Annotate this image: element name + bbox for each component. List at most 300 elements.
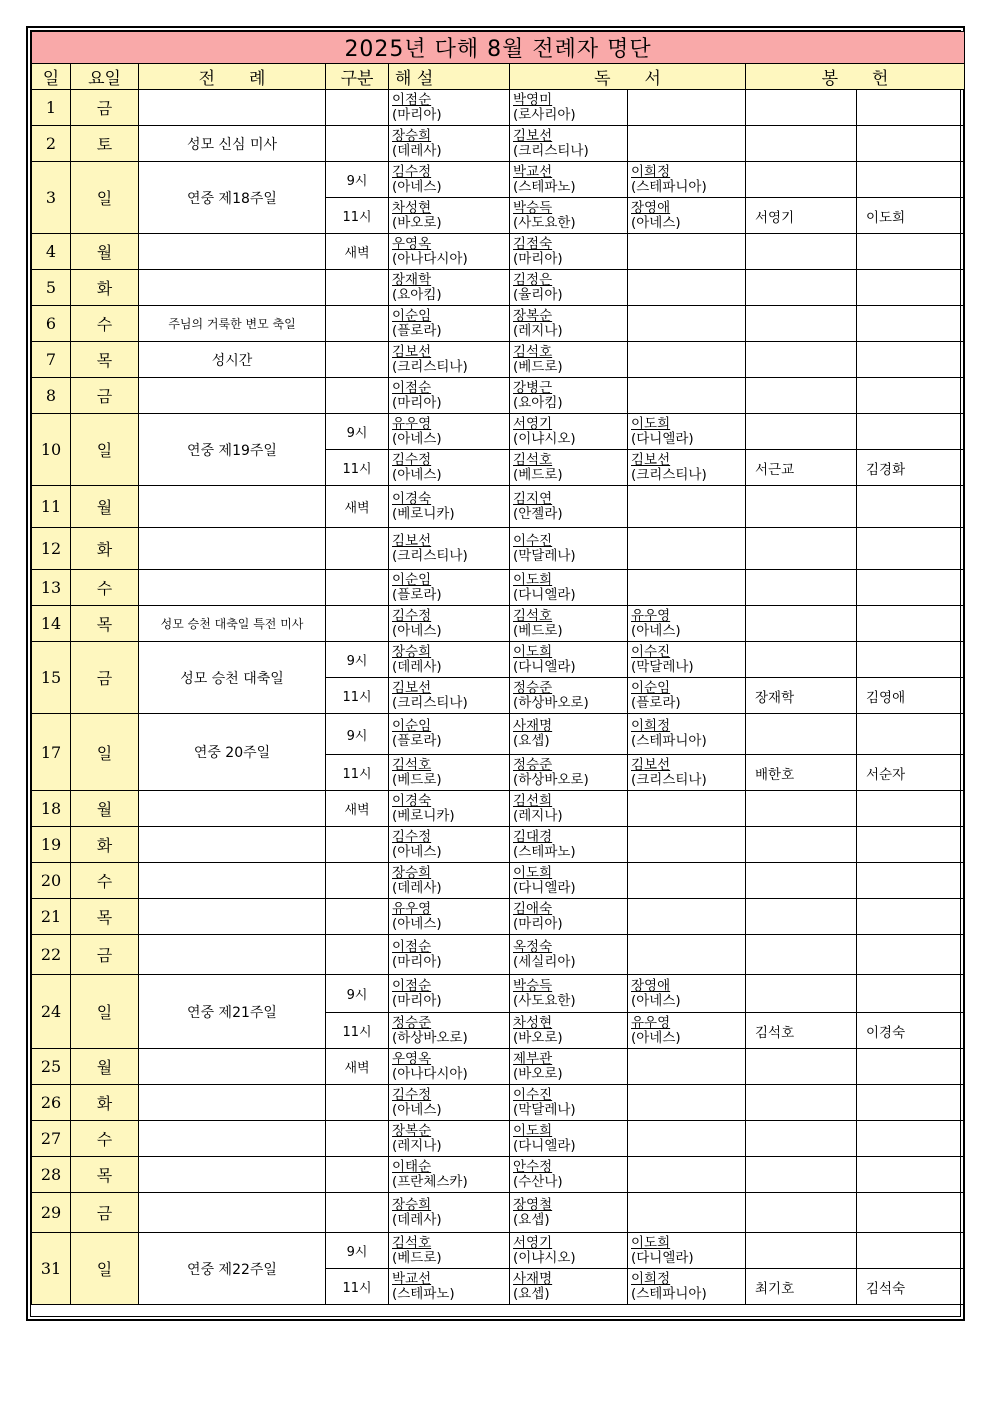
offering-2: 이경숙 (857, 1013, 965, 1049)
person-name: 서영기 (513, 415, 553, 432)
person-name: 박교선 (392, 1270, 432, 1287)
mass-division: 새벽 (326, 486, 389, 528)
reader-1 (510, 1193, 628, 1233)
reader-2 (628, 714, 746, 755)
liturgy-name: 연중 제22주일 (139, 1233, 326, 1305)
person-name: 김보선 (631, 451, 671, 468)
offering-1 (746, 1121, 857, 1157)
reader-1 (510, 975, 628, 1013)
schedule-row (32, 528, 965, 570)
person-name: 김선희 (513, 792, 553, 809)
baptismal-name: (요셉) (513, 733, 550, 749)
weekday: 금 (71, 90, 139, 126)
weekday: 화 (71, 528, 139, 570)
offering-1 (746, 270, 857, 306)
person-name: 이수진 (631, 643, 671, 660)
offering-1 (746, 342, 857, 378)
liturgy-name (139, 1121, 326, 1157)
person-name: 장승희 (392, 643, 432, 660)
header-division: 구분 (326, 64, 389, 90)
baptismal-name: (바오로) (392, 214, 442, 231)
reader-1 (510, 1233, 628, 1269)
schedule-row (32, 378, 965, 414)
person-name: 차성현 (513, 1014, 553, 1031)
schedule-row (32, 827, 965, 863)
baptismal-name: (다니엘라) (513, 658, 576, 675)
reader-2 (628, 342, 746, 378)
person-name: 박승득 (513, 199, 553, 216)
schedule-row (32, 899, 965, 935)
reader-2 (628, 234, 746, 270)
baptismal-name: (다니엘라) (631, 1249, 694, 1266)
person-name: 김수정 (392, 451, 432, 468)
baptismal-name: (크리스티나) (392, 547, 468, 564)
reader-1 (510, 606, 628, 642)
page-title: 2025년 다해 8월 전례자 명단 (32, 32, 965, 64)
baptismal-name: (율리아) (513, 286, 563, 303)
day-number: 10 (32, 414, 71, 486)
reader-2 (628, 126, 746, 162)
liturgy-name (139, 486, 326, 528)
person-name: 이점순 (392, 938, 432, 955)
mass-division (326, 378, 389, 414)
reader-1 (510, 126, 628, 162)
baptismal-name: (스테파니아) (631, 733, 707, 749)
commentator (389, 126, 510, 162)
person-name: 장승희 (392, 864, 432, 881)
mass-division: 9시 (326, 975, 389, 1013)
schedule-row (32, 234, 965, 270)
commentator (389, 791, 510, 827)
offering-1 (746, 1049, 857, 1085)
baptismal-name: (다니엘라) (513, 586, 576, 603)
offering-2 (857, 1193, 965, 1233)
baptismal-name: (바오로) (513, 1065, 563, 1082)
offering-2 (857, 486, 965, 528)
reader-1 (510, 198, 628, 234)
commentator (389, 90, 510, 126)
day-number: 15 (32, 642, 71, 714)
weekday: 토 (71, 126, 139, 162)
liturgy-name (139, 90, 326, 126)
person-name: 사재명 (513, 1270, 553, 1287)
offering-1 (746, 975, 857, 1013)
liturgy-name (139, 863, 326, 899)
baptismal-name: (다니엘라) (631, 430, 694, 447)
offering-1 (746, 642, 857, 678)
reader-2 (628, 1269, 746, 1305)
person-name: 이희정 (631, 718, 671, 734)
header-offering: 봉 헌 (746, 64, 965, 90)
day-number: 14 (32, 606, 71, 642)
person-name: 차성현 (392, 199, 432, 216)
reader-2 (628, 1233, 746, 1269)
commentator (389, 570, 510, 606)
reader-1 (510, 863, 628, 899)
commentator (389, 1085, 510, 1121)
baptismal-name: (프란체스카) (392, 1173, 468, 1190)
person-name: 김석호 (513, 343, 553, 360)
person-name: 유우영 (392, 415, 432, 432)
baptismal-name: (플로라) (392, 586, 442, 603)
commentator (389, 899, 510, 935)
offering-1 (746, 528, 857, 570)
baptismal-name: (마리아) (392, 992, 442, 1009)
person-name: 유우영 (392, 900, 432, 917)
offering-1 (746, 935, 857, 975)
reader-1 (510, 791, 628, 827)
schedule-row (32, 791, 965, 827)
baptismal-name: (아네스) (392, 622, 442, 639)
baptismal-name: (스테파니아) (631, 1285, 707, 1302)
baptismal-name: (하상바오로) (392, 1029, 468, 1046)
baptismal-name: (데레사) (392, 879, 442, 896)
weekday: 일 (71, 1233, 139, 1305)
offering-2: 서순자 (857, 755, 965, 791)
reader-2 (628, 570, 746, 606)
schedule-row (32, 162, 965, 198)
schedule-row (32, 570, 965, 606)
person-name: 김보선 (513, 127, 553, 144)
commentator (389, 306, 510, 342)
reader-2 (628, 678, 746, 714)
commentator (389, 486, 510, 528)
weekday: 수 (71, 306, 139, 342)
offering-1 (746, 306, 857, 342)
commentator (389, 714, 510, 755)
day-number: 22 (32, 935, 71, 975)
reader-1 (510, 528, 628, 570)
mass-division (326, 570, 389, 606)
baptismal-name: (마리아) (392, 953, 442, 970)
person-name: 이경숙 (392, 490, 432, 507)
offering-2: 김경화 (857, 450, 965, 486)
offering-1 (746, 162, 857, 198)
reader-2 (628, 863, 746, 899)
baptismal-name: (스테파노) (392, 1285, 455, 1302)
liturgy-name: 연중 20주일 (139, 714, 326, 791)
mass-division (326, 342, 389, 378)
offering-2 (857, 90, 965, 126)
offering-1 (746, 791, 857, 827)
schedule-row (32, 1233, 965, 1269)
day-number: 11 (32, 486, 71, 528)
baptismal-name: (다니엘라) (513, 1137, 576, 1154)
schedule-row (32, 1049, 965, 1085)
reader-2 (628, 1193, 746, 1233)
person-name: 장영애 (631, 199, 671, 216)
reader-2 (628, 162, 746, 198)
person-name: 이도희 (631, 415, 671, 432)
reader-1 (510, 714, 628, 755)
baptismal-name: (다니엘라) (513, 879, 576, 896)
mass-division (326, 1121, 389, 1157)
offering-1 (746, 90, 857, 126)
reader-2 (628, 378, 746, 414)
reader-2 (628, 486, 746, 528)
day-number: 24 (32, 975, 71, 1049)
person-name: 정승준 (513, 756, 553, 773)
baptismal-name: (크리스티나) (631, 466, 707, 483)
reader-2 (628, 935, 746, 975)
liturgy-name (139, 1049, 326, 1085)
person-name: 제부관 (513, 1050, 553, 1067)
schedule-row (32, 975, 965, 1013)
person-name: 정승준 (513, 679, 553, 696)
schedule-row (32, 486, 965, 528)
person-name: 김보선 (392, 679, 432, 696)
commentator (389, 528, 510, 570)
baptismal-name: (사도요한) (513, 214, 576, 231)
weekday: 목 (71, 1157, 139, 1193)
reader-2 (628, 791, 746, 827)
offering-2 (857, 791, 965, 827)
offering-1 (746, 378, 857, 414)
baptismal-name: (아네스) (631, 214, 681, 231)
mass-division: 11시 (326, 1269, 389, 1305)
mass-division (326, 827, 389, 863)
person-name: 김석호 (513, 607, 553, 624)
day-number: 2 (32, 126, 71, 162)
commentator (389, 414, 510, 450)
offering-2 (857, 342, 965, 378)
reader-1 (510, 90, 628, 126)
baptismal-name: (아네스) (631, 1029, 681, 1046)
offering-1 (746, 234, 857, 270)
liturgy-name: 성모 승천 대축일 (139, 642, 326, 714)
schedule-row (32, 606, 965, 642)
liturgy-name (139, 378, 326, 414)
reader-2 (628, 827, 746, 863)
schedule-row (32, 270, 965, 306)
mass-division (326, 935, 389, 975)
liturgy-name (139, 270, 326, 306)
day-number: 21 (32, 899, 71, 935)
liturgy-name: 성모 승천 대축일 특전 미사 (139, 606, 326, 642)
baptismal-name: (베드로) (392, 1249, 442, 1266)
offering-2 (857, 606, 965, 642)
person-name: 장영애 (631, 977, 671, 994)
mass-division: 11시 (326, 450, 389, 486)
person-name: 김보선 (392, 343, 432, 360)
commentator (389, 450, 510, 486)
schedule-row (32, 90, 965, 126)
offering-1 (746, 570, 857, 606)
baptismal-name: (아네스) (392, 915, 442, 932)
reader-2 (628, 270, 746, 306)
person-name: 이순임 (392, 307, 432, 324)
person-name: 김수정 (392, 828, 432, 845)
weekday: 목 (71, 342, 139, 378)
offering-2 (857, 863, 965, 899)
offering-1 (746, 863, 857, 899)
liturgy-name (139, 528, 326, 570)
weekday: 월 (71, 1049, 139, 1085)
header-commentary: 해 설 (389, 64, 510, 90)
offering-1 (746, 1193, 857, 1233)
baptismal-name: (베드로) (513, 358, 563, 375)
mass-division (326, 270, 389, 306)
mass-division: 11시 (326, 678, 389, 714)
person-name: 이도희 (513, 864, 553, 881)
person-name: 장복순 (392, 1122, 432, 1139)
person-name: 김정은 (513, 271, 553, 288)
person-name: 이순임 (631, 679, 671, 696)
baptismal-name: (베로니카) (392, 505, 455, 522)
reader-2 (628, 1013, 746, 1049)
offering-1: 배한호 (746, 755, 857, 791)
day-number: 25 (32, 1049, 71, 1085)
reader-1 (510, 1157, 628, 1193)
offering-2 (857, 1121, 965, 1157)
reader-1 (510, 827, 628, 863)
weekday: 일 (71, 975, 139, 1049)
liturgy-name: 연중 제19주일 (139, 414, 326, 486)
weekday: 금 (71, 378, 139, 414)
mass-division: 새벽 (326, 234, 389, 270)
baptismal-name: (아나다시아) (392, 250, 468, 267)
baptismal-name: (아네스) (392, 430, 442, 447)
reader-1 (510, 1013, 628, 1049)
reader-1 (510, 570, 628, 606)
mass-division (326, 528, 389, 570)
baptismal-name: (스테파니아) (631, 178, 707, 195)
liturgy-name: 성시간 (139, 342, 326, 378)
mass-division (326, 306, 389, 342)
baptismal-name: (베로니카) (392, 807, 455, 824)
commentator (389, 755, 510, 791)
offering-1 (746, 606, 857, 642)
offering-2 (857, 234, 965, 270)
schedule-row (32, 1085, 965, 1121)
reader-1 (510, 486, 628, 528)
baptismal-name: (사도요한) (513, 992, 576, 1009)
person-name: 이경숙 (392, 792, 432, 809)
offering-1 (746, 899, 857, 935)
weekday: 화 (71, 1085, 139, 1121)
commentator (389, 1013, 510, 1049)
offering-2 (857, 306, 965, 342)
day-number: 27 (32, 1121, 71, 1157)
baptismal-name: (막달레나) (513, 1101, 576, 1118)
person-name: 정승준 (392, 1014, 432, 1031)
person-name: 이도희 (513, 571, 553, 588)
baptismal-name: (아네스) (392, 1101, 442, 1118)
person-name: 이도희 (513, 1122, 553, 1139)
day-number: 13 (32, 570, 71, 606)
schedule-row (32, 935, 965, 975)
liturgy-name (139, 570, 326, 606)
baptismal-name: (레지나) (513, 322, 563, 339)
baptismal-name: (요셉) (513, 1285, 550, 1302)
mass-division (326, 126, 389, 162)
liturgy-name: 주님의 거룩한 변모 축일 (139, 306, 326, 342)
offering-1 (746, 486, 857, 528)
offering-2 (857, 270, 965, 306)
schedule-table (31, 31, 965, 1305)
commentator (389, 1193, 510, 1233)
offering-2 (857, 528, 965, 570)
liturgy-name (139, 1157, 326, 1193)
mass-division: 새벽 (326, 791, 389, 827)
commentator (389, 198, 510, 234)
commentator (389, 342, 510, 378)
offering-2 (857, 714, 965, 755)
person-name: 우영옥 (392, 1050, 432, 1067)
baptismal-name: (베드로) (513, 622, 563, 639)
person-name: 장승희 (392, 1196, 432, 1213)
person-name: 김석호 (392, 1234, 432, 1251)
weekday: 목 (71, 899, 139, 935)
baptismal-name: (크리스티나) (631, 771, 707, 788)
person-name: 이태순 (392, 1158, 432, 1175)
liturgy-name (139, 899, 326, 935)
offering-1 (746, 1085, 857, 1121)
baptismal-name: (수산나) (513, 1173, 563, 1190)
baptismal-name: (막달레나) (513, 547, 576, 564)
reader-1 (510, 1049, 628, 1085)
person-name: 이희정 (631, 163, 671, 180)
weekday: 일 (71, 414, 139, 486)
liturgy-name (139, 791, 326, 827)
reader-2 (628, 414, 746, 450)
weekday: 화 (71, 827, 139, 863)
header-day: 일 (32, 64, 71, 90)
schedule-row (32, 1157, 965, 1193)
person-name: 유우영 (631, 607, 671, 624)
baptismal-name: (아네스) (392, 466, 442, 483)
baptismal-name: (아나다시아) (392, 1065, 468, 1082)
commentator (389, 162, 510, 198)
person-name: 이도희 (631, 1234, 671, 1251)
commentator (389, 1157, 510, 1193)
commentator (389, 270, 510, 306)
person-name: 김대경 (513, 828, 553, 845)
mass-division (326, 606, 389, 642)
baptismal-name: (데레사) (392, 142, 442, 159)
person-name: 이점순 (392, 379, 432, 396)
offering-2 (857, 1157, 965, 1193)
mass-division: 11시 (326, 1013, 389, 1049)
person-name: 김점숙 (513, 235, 553, 252)
person-name: 이수진 (513, 1086, 553, 1103)
commentator (389, 234, 510, 270)
header-liturgy: 전 례 (139, 64, 326, 90)
offering-2: 김석숙 (857, 1269, 965, 1305)
schedule-row (32, 1193, 965, 1233)
mass-division: 11시 (326, 755, 389, 791)
baptismal-name: (이냐시오) (513, 1249, 576, 1266)
baptismal-name: (로사리아) (513, 106, 576, 123)
person-name: 장승희 (392, 127, 432, 144)
reader-1 (510, 450, 628, 486)
schedule-row (32, 642, 965, 678)
mass-division (326, 90, 389, 126)
liturgy-name: 성모 신심 미사 (139, 126, 326, 162)
person-name: 김수정 (392, 1086, 432, 1103)
commentator (389, 1121, 510, 1157)
baptismal-name: (베드로) (392, 771, 442, 788)
offering-2 (857, 126, 965, 162)
mass-division (326, 899, 389, 935)
schedule-row (32, 714, 965, 755)
offering-2 (857, 162, 965, 198)
person-name: 이순임 (392, 571, 432, 588)
baptismal-name: (스테파노) (513, 178, 576, 195)
offering-1: 서근교 (746, 450, 857, 486)
reader-1 (510, 414, 628, 450)
baptismal-name: (요아킴) (513, 394, 563, 411)
